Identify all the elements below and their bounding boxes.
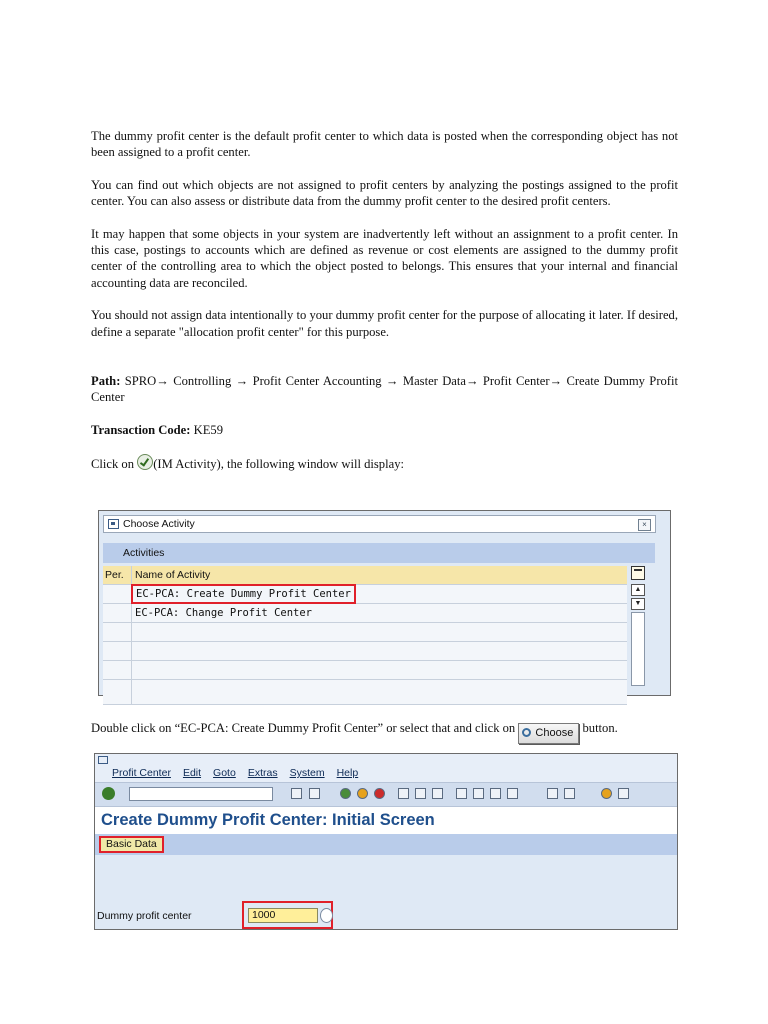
standard-toolbar bbox=[95, 782, 677, 807]
column-header-name[interactable]: Name of Activity bbox=[135, 569, 211, 581]
transaction-code-label: Transaction Code: bbox=[91, 422, 191, 437]
menu-edit[interactable]: Edit bbox=[182, 767, 202, 779]
transaction-code-value: KE59 bbox=[193, 422, 224, 437]
table-cell-per bbox=[103, 604, 132, 622]
menu-help[interactable]: Help bbox=[336, 767, 359, 779]
table-header-row bbox=[103, 566, 627, 585]
last-page-icon[interactable] bbox=[507, 788, 518, 799]
table-row bbox=[103, 661, 627, 680]
paragraph-4: You should not assign data intentionally to your dummy profit center for the purpose of allocating it later. If desired, define a separate "allocation profit center" for this purpose. bbox=[91, 308, 678, 339]
dummy-profit-center-highlight bbox=[242, 901, 333, 929]
previous-page-icon[interactable] bbox=[473, 788, 484, 799]
transaction-code-line bbox=[91, 422, 678, 438]
document-body bbox=[91, 128, 678, 489]
layout-menu-icon[interactable] bbox=[618, 788, 629, 799]
table-row[interactable] bbox=[103, 604, 627, 623]
create-dummy-profit-center-window bbox=[94, 753, 678, 930]
menu-goto[interactable]: Goto bbox=[213, 767, 236, 779]
table-cell-name bbox=[132, 661, 627, 679]
menu-bar bbox=[112, 767, 358, 779]
screen-body bbox=[95, 855, 677, 930]
click-suffix: (IM Activity), the following window will display: bbox=[153, 457, 404, 472]
choose-button-label: Choose bbox=[535, 727, 574, 739]
enter-icon[interactable] bbox=[102, 787, 115, 800]
scroll-track[interactable] bbox=[631, 612, 645, 686]
value-help-icon[interactable] bbox=[320, 908, 333, 923]
activities-label: Activities bbox=[123, 547, 165, 559]
double-click-prefix: Double click on “EC-PCA: Create Dummy Profit Center” or select that and click on bbox=[91, 721, 516, 735]
menu-profit-center[interactable]: Profit Center bbox=[112, 767, 171, 779]
table-cell-name bbox=[132, 623, 627, 641]
table-cell-per bbox=[103, 585, 132, 603]
next-page-icon[interactable] bbox=[490, 788, 501, 799]
table-cell-per bbox=[103, 642, 132, 660]
paragraph-1: The dummy profit center is the default profit center to which data is posted when the corresponding object has not been assigned to a profit center. bbox=[91, 129, 678, 160]
dummy-profit-center-label: Dummy profit center bbox=[97, 910, 192, 922]
table-settings-icon[interactable] bbox=[631, 566, 645, 580]
menu-area bbox=[95, 754, 677, 782]
window-icon bbox=[108, 519, 119, 529]
find-icon[interactable] bbox=[415, 788, 426, 799]
path-value: SPRO→ Controlling → Profit Center Accounting → Master Data→ Profit Center→ Create Dummy Profit Center bbox=[91, 374, 678, 405]
command-field[interactable] bbox=[129, 787, 273, 801]
table-cell-per bbox=[103, 623, 132, 641]
first-page-icon[interactable] bbox=[456, 788, 467, 799]
table-cell-per bbox=[103, 680, 132, 704]
paragraph-2: You can find out which objects are not assigned to profit centers by analyzing the postings assigned to the profit center. You can also assess or distribute data from the dummy profit center to the desired profit centers. bbox=[91, 177, 678, 209]
table-scrollbar[interactable] bbox=[631, 566, 647, 694]
path-label: Path: bbox=[91, 374, 121, 389]
activity-change-profit-center[interactable]: EC-PCA: Change Profit Center bbox=[135, 607, 313, 619]
table-row bbox=[103, 680, 627, 705]
close-icon[interactable]: × bbox=[638, 519, 651, 531]
menu-system[interactable]: System bbox=[289, 767, 325, 779]
find-next-icon[interactable] bbox=[432, 788, 443, 799]
help-icon[interactable] bbox=[601, 788, 612, 799]
im-activity-icon bbox=[137, 454, 153, 470]
application-toolbar bbox=[95, 834, 677, 855]
menu-extras[interactable]: Extras bbox=[247, 767, 278, 779]
table-cell-name bbox=[132, 642, 627, 660]
shortcut-icon[interactable] bbox=[564, 788, 575, 799]
back-arrow-icon[interactable] bbox=[309, 788, 320, 799]
activities-table bbox=[103, 566, 627, 705]
choose-activity-title: Choose Activity bbox=[123, 518, 195, 530]
back-icon[interactable] bbox=[340, 788, 351, 799]
table-row[interactable] bbox=[103, 585, 627, 604]
column-header-per[interactable]: Per. bbox=[103, 566, 132, 584]
activities-section-header bbox=[103, 543, 655, 563]
click-prefix: Click on bbox=[91, 457, 135, 472]
page-title: Create Dummy Profit Center: Initial Screen bbox=[95, 807, 677, 834]
table-cell-name bbox=[132, 680, 627, 704]
magnifier-icon bbox=[522, 728, 531, 737]
double-click-suffix: button. bbox=[582, 721, 618, 735]
choose-button[interactable] bbox=[518, 723, 579, 744]
paragraph-3: It may happen that some objects in your system are inadvertently left without an assignment to a profit center. In this case, postings to accounts which are defined as revenue or cost elements are assigned to the dummy profit center of the controlling area to which the object posted to belongs. This ensures that your internal and financial accounting data are reconciled. bbox=[91, 226, 678, 290]
exit-icon[interactable] bbox=[357, 788, 368, 799]
choose-activity-titlebar bbox=[103, 515, 656, 533]
table-cell-name bbox=[132, 585, 627, 603]
activity-create-dummy-profit-center[interactable]: EC-PCA: Create Dummy Profit Center bbox=[132, 585, 355, 603]
table-cell-per bbox=[103, 661, 132, 679]
click-instruction bbox=[91, 454, 678, 472]
path-line bbox=[91, 373, 678, 406]
basic-data-button[interactable]: Basic Data bbox=[99, 836, 164, 853]
table-row bbox=[103, 642, 627, 661]
print-icon[interactable] bbox=[398, 788, 409, 799]
new-session-icon[interactable] bbox=[547, 788, 558, 799]
dummy-profit-center-input[interactable]: 1000 bbox=[248, 908, 318, 923]
double-click-instruction bbox=[91, 720, 681, 744]
scroll-down-icon[interactable]: ▼ bbox=[631, 598, 645, 610]
scroll-up-icon[interactable]: ▲ bbox=[631, 584, 645, 596]
save-icon[interactable] bbox=[291, 788, 302, 799]
window-icon bbox=[98, 756, 108, 764]
choose-activity-window bbox=[98, 510, 671, 696]
cancel-icon[interactable] bbox=[374, 788, 385, 799]
table-row bbox=[103, 623, 627, 642]
